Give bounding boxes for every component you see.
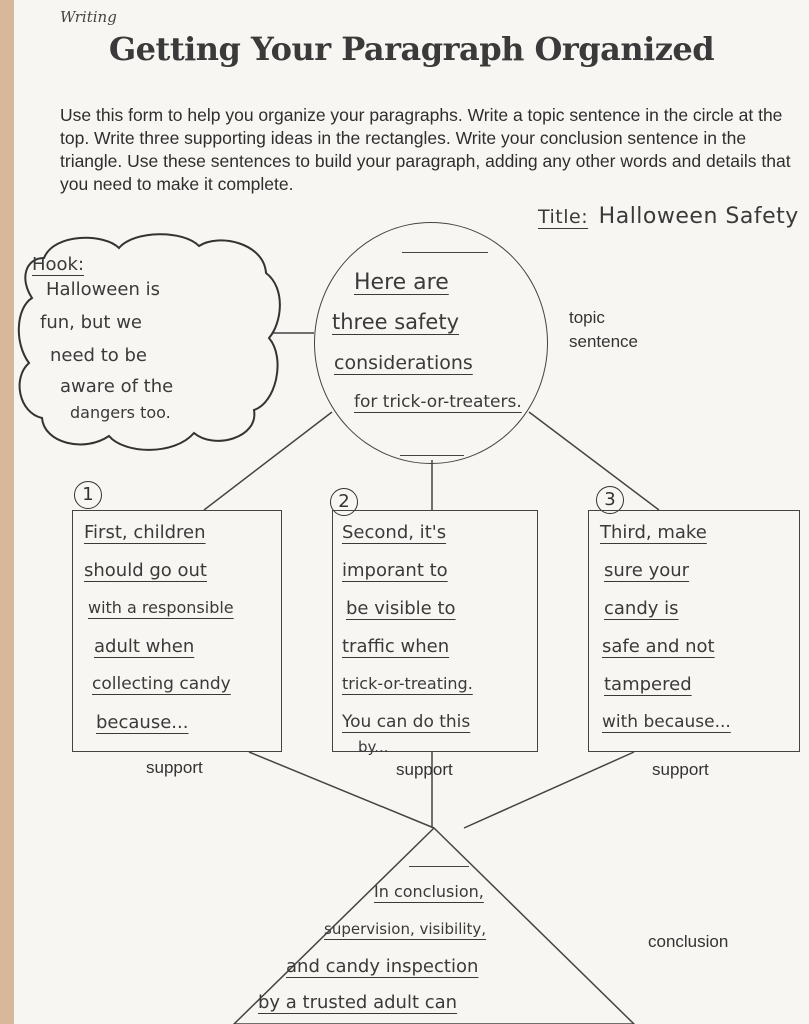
conclusion-line: and candy inspection — [286, 956, 479, 977]
support-line: with a responsible — [88, 598, 234, 617]
support-line: tampered — [604, 674, 692, 695]
support-line: with because... — [602, 712, 731, 732]
hook-line: dangers too. — [70, 403, 171, 422]
topic-line: for trick-or-treaters. — [354, 392, 522, 412]
support-line: collecting candy — [92, 674, 231, 694]
conclusion-line: supervision, visibility, — [324, 920, 487, 938]
support-line: because... — [96, 712, 189, 733]
hook-content — [32, 254, 173, 422]
topic-writing-line — [400, 455, 464, 456]
support-line: by... — [358, 738, 389, 756]
support-line: should go out — [84, 560, 207, 581]
hook-line: aware of the — [60, 376, 174, 397]
worksheet-page — [14, 0, 809, 1024]
support-line: imporant to — [342, 560, 448, 581]
support-line: safe and not — [602, 636, 715, 657]
support-label: support — [652, 760, 709, 779]
support-line: Second, it's — [342, 522, 447, 543]
support-number-badge: 3 — [596, 486, 624, 514]
support-line: candy is — [604, 598, 679, 619]
support-number-badge: 1 — [74, 481, 102, 509]
topic-line: Here are — [354, 270, 449, 295]
title-note-label: Title: — [538, 206, 589, 228]
conclusion-line: by a trusted adult can — [258, 992, 458, 1013]
support-line: adult when — [94, 636, 195, 657]
hook-label: Hook: — [32, 254, 85, 275]
support-line: traffic when — [342, 636, 450, 657]
instructions-text: Use this form to help you organize your paragraphs. Write a topic sentence in the circle at the top. Write three supporting ideas in the rectangles. Write your conclusion sentence in the triangle. Use these sentences to build your paragraph, adding any other words and details that you need to make it complete. — [60, 105, 791, 194]
conclusion-label: conclusion — [648, 932, 729, 951]
support-number-badge: 2 — [330, 488, 358, 516]
support-line: trick-or-treating. — [342, 674, 473, 693]
support-line: You can do this — [342, 712, 471, 732]
conclusion-writing-line — [409, 866, 469, 867]
hook-line: fun, but we — [40, 312, 143, 333]
topic-circle — [314, 222, 548, 464]
support-line: sure your — [604, 560, 690, 581]
title-note-value: Halloween Safety — [598, 204, 799, 229]
conclusion-line: In conclusion, — [374, 882, 484, 901]
support-line: be visible to — [346, 598, 456, 619]
support-label: support — [396, 760, 453, 779]
page-title: Getting Your Paragraph Organized — [108, 30, 715, 68]
hook-line: need to be — [50, 345, 147, 366]
topic-writing-line — [402, 252, 488, 253]
support-label: support — [146, 758, 203, 777]
topic-line: considerations — [334, 352, 473, 374]
hook-line: Halloween is — [46, 279, 160, 300]
support-line: Third, make — [600, 522, 707, 543]
topic-label: topic — [569, 308, 605, 327]
section-tag: Writing — [60, 8, 117, 26]
support-line: First, children — [84, 522, 206, 543]
topic-label: sentence — [569, 332, 638, 351]
topic-line: three safety — [332, 310, 460, 334]
